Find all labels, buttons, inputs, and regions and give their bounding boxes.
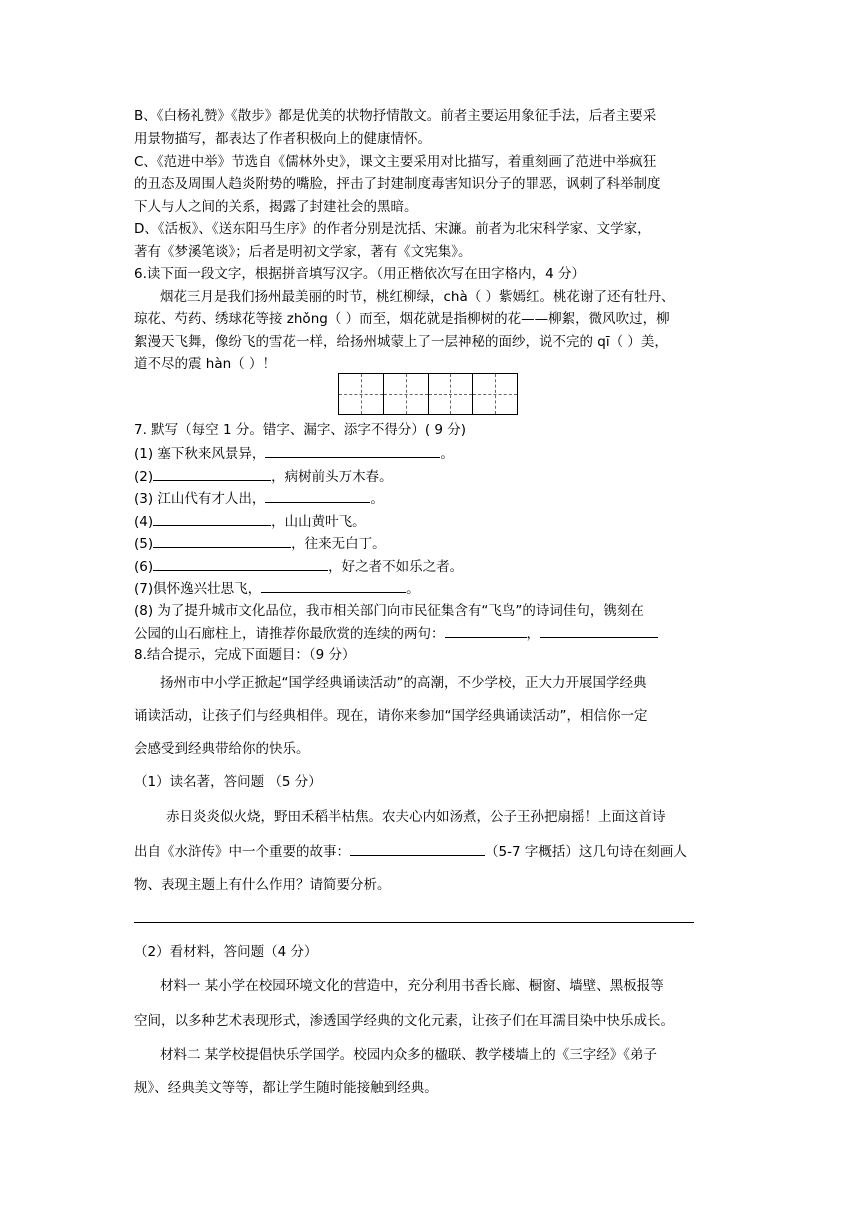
item-text: (7)俱怀逸兴壮思飞， (134, 581, 262, 597)
item-text: (5) (134, 536, 154, 552)
question-7-title: 7. 默写（每空 1 分。错字、漏字、添字不得分）( 9 分) (134, 422, 467, 438)
answer-line[interactable] (134, 922, 694, 923)
item-text: (3) 江山代有才人出， (134, 491, 266, 507)
answer-blank[interactable] (350, 841, 485, 856)
answer-blank[interactable] (261, 578, 406, 593)
question-8-intro-line3: 会感受到经典带给你的快乐。 (134, 741, 310, 757)
answer-blank[interactable] (153, 466, 271, 481)
answer-blank[interactable] (153, 511, 271, 526)
item-text: ，往来无白丁。 (291, 536, 386, 552)
question-6-title: 6.读下面一段文字，根据拼音填写汉字。（用正楷依次写在田字格内，4 分） (134, 266, 586, 282)
item-text: （5-7 字概括）这几句诗在刻画人 (485, 844, 687, 860)
item-text: ，病树前头万木春。 (271, 469, 393, 485)
question-8-title: 8.结合提示，完成下面题目：（9 分） (134, 647, 356, 663)
question-7-item5 (134, 533, 386, 554)
question-6-passage-line1: 烟花三月是我们扬州最美丽的时节，桃红柳绿，chà（ ）紫嫣红。桃花谢了还有牡丹、 (160, 289, 675, 305)
question-8-intro-line1: 扬州市中小学正掀起“国学经典诵读活动”的高潮，不少学校，正大力开展国学经典 (160, 675, 647, 691)
option-c-line3: 下人与人之间的关系，揭露了封建社会的黑暗。 (134, 199, 418, 215)
item-text: 。 (370, 491, 384, 507)
item-text: ， (526, 626, 540, 642)
grid-cell[interactable] (473, 374, 517, 414)
question-8-sub1-text-line2 (134, 841, 687, 862)
question-8-intro-line2: 诵读活动，让孩子们与经典相伴。现在，请你来参加“国学经典诵读活动”，相信你一定 (134, 708, 648, 724)
question-7-item8-line1: (8) 为了提升城市文化品位，我市相关部门向市民征集含有“飞鸟”的诗词佳句，镌刻在 (134, 603, 644, 619)
question-7-item6 (134, 556, 463, 577)
question-7-item4 (134, 511, 366, 532)
grid-cell[interactable] (384, 374, 429, 414)
item-text: (2) (134, 469, 154, 485)
item-text: 公园的山石廊柱上，请推荐你最欣赏的连续的两句： (134, 626, 445, 642)
question-8-sub1-text-line3: 物、表现主题上有什么作用？请简要分析。 (134, 877, 391, 893)
grid-cell[interactable] (429, 374, 474, 414)
answer-blank[interactable] (265, 443, 440, 458)
question-6-passage-line2: 琼花、芍药、绣球花等接 zhǒng（ ）而至，烟花就是指柳树的花——柳絮，微风吹过，柳 (134, 311, 670, 327)
material-1-line2: 空间，以多种艺术表现形式，渗透国学经典的文化元素，让孩子们在耳濡目染中快乐成长。 (134, 1013, 674, 1029)
item-text: (4) (134, 514, 154, 530)
option-b-line2: 用景物描写，都表达了作者积极向上的健康情怀。 (134, 131, 431, 147)
item-text: ，山山黄叶飞。 (271, 514, 366, 530)
question-8-sub2-title: （2）看材料，答问题（4 分） (134, 944, 318, 960)
option-c-line2: 的丑态及周围人趋炎附势的嘴脸，抨击了封建制度毒害知识分子的罪恶，讽刺了科举制度 (134, 176, 661, 192)
question-7-item3 (134, 488, 384, 509)
material-2-line2: 规》、经典美文等等，都让学生随时能接触到经典。 (134, 1080, 438, 1096)
material-1-line1: 材料一 某小学在校园环境文化的营造中，充分利用书香长廊、橱窗、墙壁、黑板报等 (160, 978, 664, 994)
question-7-item1 (134, 443, 454, 464)
item-text: 。 (406, 581, 420, 597)
option-d-line2: 著有《梦溪笔谈》；后者是明初文学家，著有《文宪集》。 (134, 244, 472, 260)
answer-blank[interactable] (153, 533, 291, 548)
question-7-item7 (134, 578, 420, 599)
item-text: ，好之者不如乐之者。 (328, 559, 464, 575)
answer-blank[interactable] (153, 556, 328, 571)
question-7-item2 (134, 466, 393, 487)
question-7-item8-line2 (134, 623, 658, 644)
answer-blank[interactable] (540, 623, 658, 638)
tian-character-grid[interactable] (338, 373, 518, 415)
question-8-sub1-text-line1: 赤日炎炎似火烧，野田禾稻半枯焦。农夫心内如汤煮，公子王孙把扇摇！上面这首诗 (166, 809, 666, 825)
option-d-line1: D、《活板》、《送东阳马生序》的作者分别是沈括、宋濂。前者为北宋科学家、文学家， (134, 221, 651, 237)
item-text: 。 (440, 446, 454, 462)
item-text: (1) 塞下秋来风景异， (134, 446, 266, 462)
grid-cell[interactable] (339, 374, 384, 414)
material-2-line1: 材料二 某学校提倡快乐学国学。校园内众多的楹联、教学楼墙上的《三字经》《弟子 (160, 1047, 658, 1063)
answer-blank[interactable] (265, 488, 370, 503)
item-text: (6) (134, 559, 154, 575)
item-text: 出自《水浒传》中一个重要的故事： (134, 844, 350, 860)
question-8-sub1-title: （1）读名著，答问题 （5 分） (134, 774, 322, 790)
question-6-passage-line3: 絮漫天飞舞，像纷飞的雪花一样，给扬州城蒙上了一层神秘的面纱，说不完的 qī（ ）美， (134, 334, 668, 350)
option-c-line1: C、《范进中举》节选自《儒林外史》，课文主要采用对比描写，着重刻画了范进中举疯狂 (134, 154, 657, 170)
option-b-line1: B、《白杨礼赞》《散步》都是优美的状物抒情散文。前者主要运用象征手法，后者主要采 (134, 108, 657, 124)
answer-blank[interactable] (445, 623, 527, 638)
question-6-passage-line4: 道不尽的震 hàn（ ）！ (134, 356, 276, 372)
